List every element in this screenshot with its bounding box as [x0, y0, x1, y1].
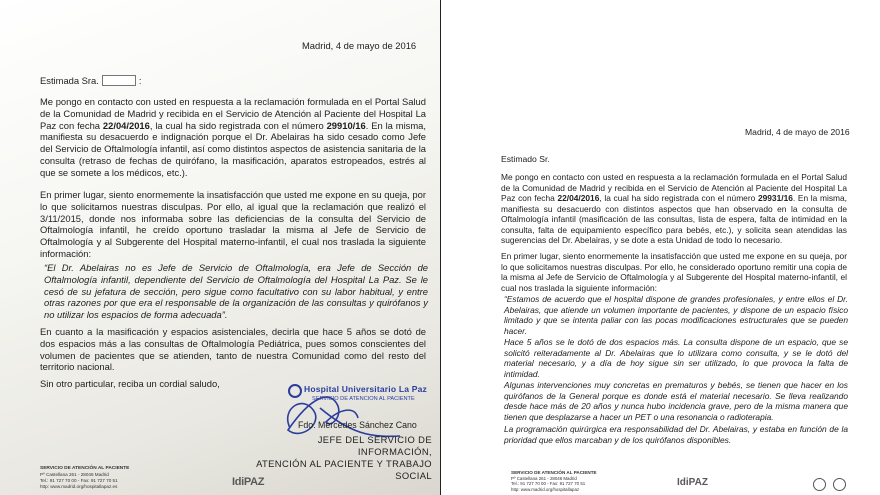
paragraph-1-text-a: Me pongo en contacto con usted en respuesta a la reclamación formulada en el Portal Salud de la Comunidad de Madrid y recibida en el Servicio de Atención al Paciente del Hospital La Paz con fecha [40, 96, 426, 131]
paragraph-1-text-c: . En la misma, manifiesta su desacuerdo e indignación porque el Dr. Abelairas ha sido cesado como Jefe del Servicio de Oftalmología infantil, así como distintos aspectos de asistencia sanitaria de la consulta (retraso de fechas de quirófano, la masificación, aparatos estropeados, estrés al que se somete a los médicos, etc.). [40, 119, 426, 178]
seal-icon [833, 478, 846, 491]
stamp-subtitle: SERVICIO DE ATENCION AL PACIENTE [312, 396, 415, 402]
footer-line-3: http: www.madrid.org/hospitallapaz [511, 486, 580, 492]
letter-date: Madrid, 4 de mayo de 2016 [302, 40, 417, 51]
footer-line-1: Pº Castellana 261 - 28046 Madrid [511, 475, 577, 481]
paragraph-1-text-a: Me pongo en contacto con usted en respuesta a la reclamación formulada en el Portal Salud de la Comunidad de Madrid y recibida en el Servicio de Atención al Paciente del Hospital La Paz con fecha [501, 172, 847, 203]
greeting-colon: : [138, 75, 142, 86]
paragraph-1-text-c: . En la misma, manifiesta su desacuerdo con distintos aspectos que han observado en la consulta de Oftalmología infantil (masificación de las consultas, lista de espera, falta de intimidad en la consulta, falta de equipamiento específico para bebés, etc.), y solicita sean atendidas las sugerencias del Dr. Abelairas, y se dote a esta Unidad de todo lo necesario. [501, 193, 847, 245]
greeting-text: Estimada Sra. [40, 75, 99, 86]
paragraph-1-text-b: , la cual ha sido registrada con el número [599, 193, 758, 203]
letter-right [441, 0, 880, 495]
paragraph-1 [40, 96, 426, 179]
paragraph-2: En primer lugar, siento enormemente la insatisfacción que usted me expone en su queja, por lo que solicitamos nuestras disculpas. Por ello, he considerado oportuno remitir una copia de la misma al Jefe de Servicio de Oftalmología y al Subgerente del Hospital materno-infantil, el cual nos traslada la siguiente información: [501, 251, 847, 293]
signer-title-line-2: ATENCIÓN AL PACIENTE Y TRABAJO SOCIAL [256, 458, 432, 481]
paragraph-2: En primer lugar, siento enormemente la insatisfacción que usted me expone en su queja, por lo que solicitamos nuestras disculpas. Por ello, al igual que la reclamación que realizó el 3/11/2015, donde nos informaba sobre las deficiencias de la consulta del Servicio de Oftalmología infantil, he creído oportuno trasladar la misma al Jefe de Servicio de Oftalmología y al Subgerente del Hospital materno-infantil, el cual nos traslada la siguiente información: [40, 189, 426, 259]
paragraph-1 [501, 172, 847, 246]
footer-line-3: http: www.madrid.org/hospitallapaz.es [40, 484, 118, 489]
footer-address [511, 470, 597, 492]
idipaz-logo: IdiPAZ [232, 476, 265, 488]
footer-line-2: Tel.: 91 727 70 00 - Fax: 91 727 70 51 [511, 481, 586, 487]
seal-icon [813, 478, 826, 491]
greeting [40, 75, 142, 86]
complaint-number: 29910/16 [326, 119, 366, 131]
quoted-statement-4: La programación quirúrgica era responsabilidad del Dr. Abelairas, y estaba en función de la prioridad que ellos marcaban y de los quirófanos disponibles. [504, 424, 848, 445]
signer-title [242, 434, 432, 482]
quoted-statement: “El Dr. Abelairas no es Jefe de Servicio de Oftalmología, era Jefe de Sección de Oftalmología infantil, dependiente del Servicio de Oftalmología del Hospital La Paz. Se le cesó de su jefatura de sección, pero sigue como facultativo con su labor habitual, y entre otras razones por que era el responsable de la organización de las consultas y quirófanos y no utilizar los espacios de forma adecuada”. [44, 262, 428, 321]
letter-date: Madrid, 4 de mayo de 2016 [745, 127, 850, 137]
idipaz-logo: IdiPAZ [677, 477, 708, 488]
complaint-date: 22/04/2016 [102, 119, 150, 131]
footer-line-2: Tel.: 91 727 70 00 - Fax: 91 727 70 51 [40, 478, 118, 483]
complaint-date: 22/04/2016 [557, 193, 600, 203]
stamp-title: Hospital Universitario La Paz [304, 384, 427, 394]
redacted-name-box [102, 75, 136, 86]
complaint-number: 29931/16 [757, 193, 793, 203]
paragraph-1-text-b: , la cual ha sido registrada con el número [149, 119, 327, 131]
quoted-statement-3: Algunas intervenciones muy concretas en prematuros y bebés, se tienen que hacer en los quirófanos de la General porque es donde está el material necesario. Se lleva realizando desde hace más de 20 años y nunca hubo incidencia grave, pero de la misma manera que tienen que desplazarse a hacer un PET o una resonancia o radioterapia. [504, 380, 848, 422]
footer-address [40, 466, 129, 490]
closing-line: Sin otro particular, reciba un cordial saludo, [40, 378, 220, 389]
quoted-statement-1: “Estamos de acuerdo que el hospital dispone de grandes profesionales, y entre ellos el Dr. Abelairas, que atiende un volumen importante de pacientes, y dispone de un espacio físico limitado y que se intenta paliar con las pocas modificaciones estructurales que se pueden hacer. [504, 294, 848, 336]
greeting: Estimado Sr. [501, 154, 550, 164]
quoted-statement-2: Hace 5 años se le dotó de dos espacios más. La consulta dispone de un espacio, que se solicitó reiteradamente al Dr. Abelairas que lo utilizara como consulta, y se le dotó del material necesario, y a día de hoy sigue sin ser utilizado, lo que provoca la falta de intimidad. [504, 337, 848, 379]
paragraph-3: En cuanto a la masificación y espacios asistenciales, decirla que hace 5 años se dotó de dos espacios más a las consultas de Oftalmología Pediátrica, pues somos conscientes del volumen de pacientes que se atienden, tanto de nuestra Comunidad como del resto del territorio nacional. [40, 326, 426, 373]
footer-line-1: Pº Castellana 261 - 28046 Madrid [40, 472, 109, 477]
footer-heading: SERVICIO DE ATENCIÓN AL PACIENTE [40, 466, 130, 471]
footer-heading: SERVICIO DE ATENCIÓN AL PACIENTE [511, 470, 597, 475]
signer-title-line-1: JEFE DEL SERVICIO DE INFORMACIÓN, [317, 434, 432, 457]
signer-name: Fdo. Mercedes Sánchez Cano [298, 420, 417, 430]
